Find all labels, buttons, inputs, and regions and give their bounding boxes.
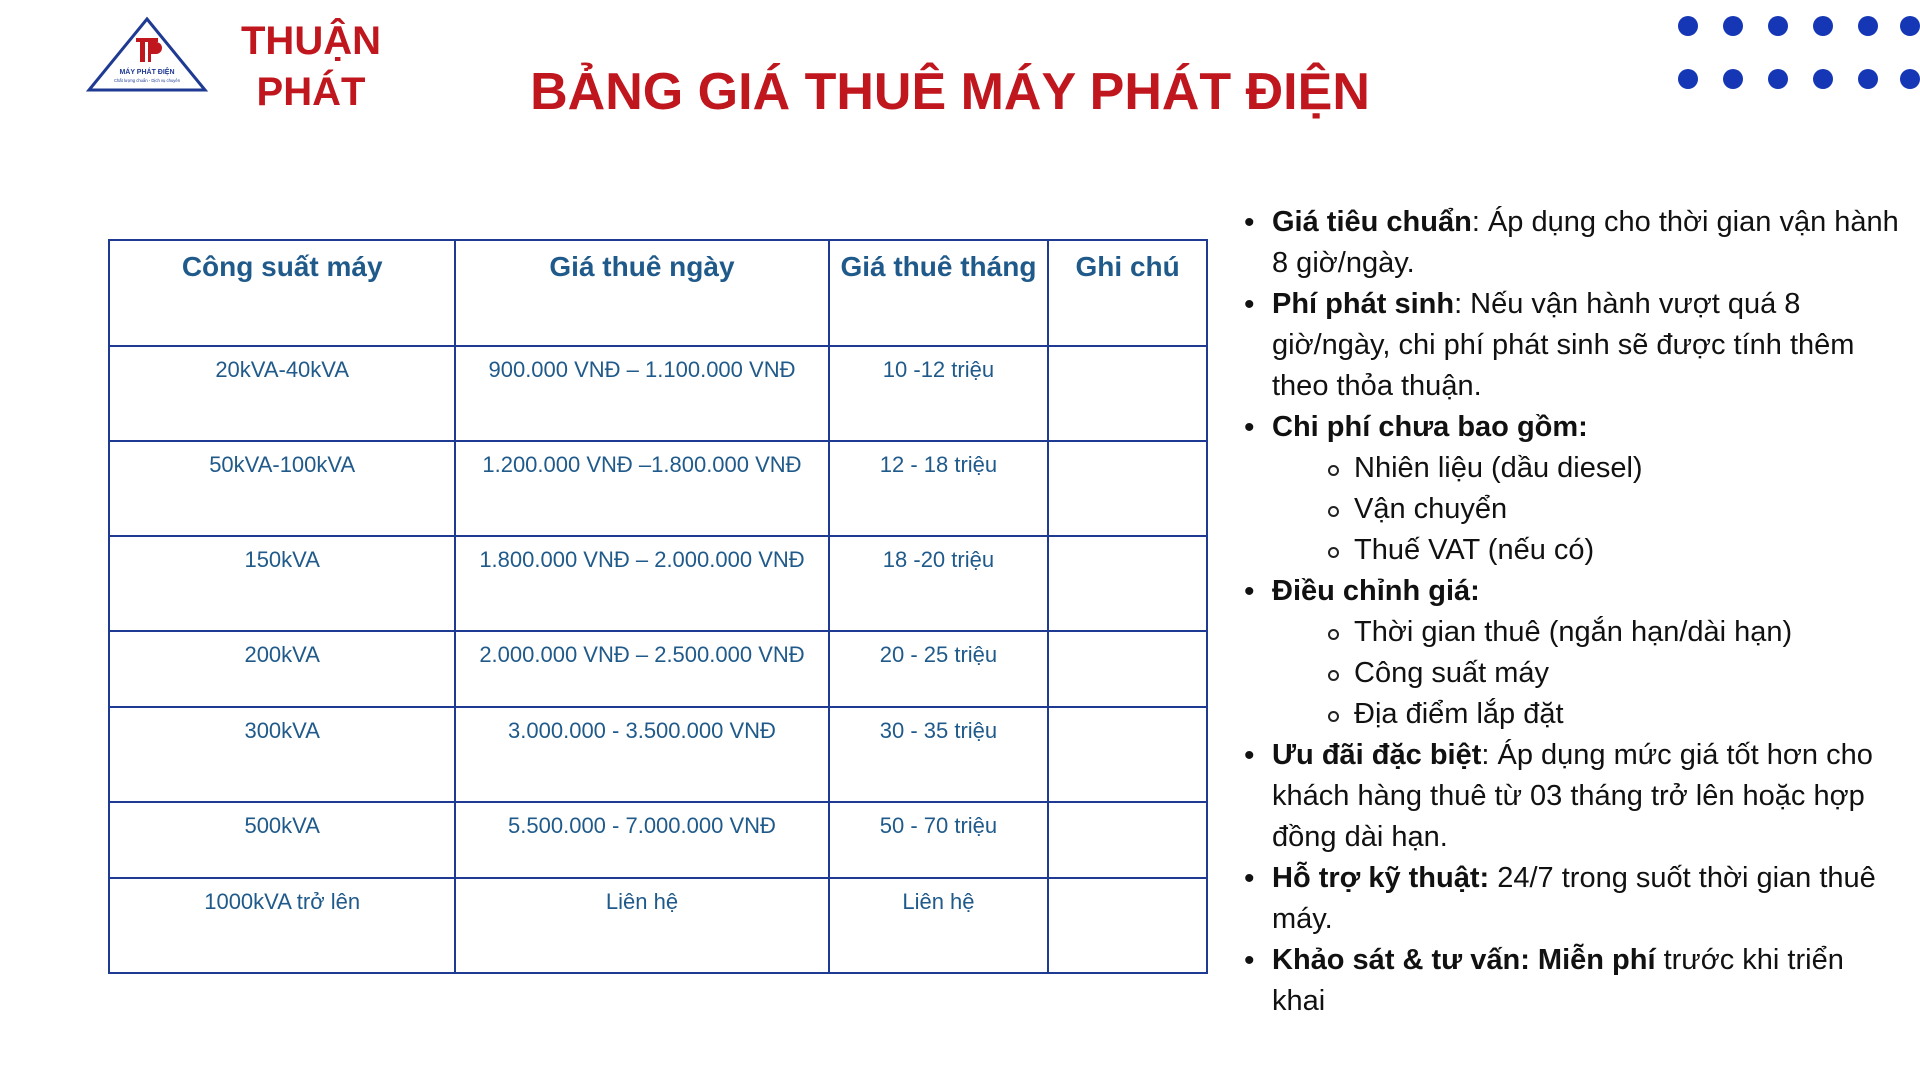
cell-note xyxy=(1048,441,1207,536)
note-label: Phí phát sinh xyxy=(1272,288,1455,320)
note-survey-consulting xyxy=(1240,940,1900,1022)
list-item: Địa điểm lắp đặt xyxy=(1272,694,1900,735)
cell-note xyxy=(1048,631,1207,707)
dot-icon xyxy=(1723,69,1743,89)
cell-note xyxy=(1048,707,1207,802)
note-technical-support xyxy=(1240,858,1900,940)
dot-icon xyxy=(1813,16,1833,36)
header-daily-price: Giá thuê ngày xyxy=(455,240,828,346)
cell-monthly-price: Liên hệ xyxy=(829,878,1049,973)
note-text: : Áp dụng cho thời gian vận hành 8 giờ/ngày. xyxy=(1272,206,1899,279)
notes-panel xyxy=(1240,202,1900,1022)
cell-monthly-price: 30 - 35 triệu xyxy=(829,707,1049,802)
cell-monthly-price: 50 - 70 triệu xyxy=(829,802,1049,878)
cell-daily-price: 900.000 VNĐ – 1.100.000 VNĐ xyxy=(455,346,828,441)
cell-note xyxy=(1048,878,1207,973)
table-row xyxy=(109,346,1207,441)
cell-daily-price: 1.200.000 VNĐ –1.800.000 VNĐ xyxy=(455,441,828,536)
cell-monthly-price: 10 -12 triệu xyxy=(829,346,1049,441)
note-label: Giá tiêu chuẩn xyxy=(1272,206,1472,238)
table-row xyxy=(109,631,1207,707)
dot-icon xyxy=(1723,16,1743,36)
cell-daily-price: 2.000.000 VNĐ – 2.500.000 VNĐ xyxy=(455,631,828,707)
cell-capacity: 150kVA xyxy=(109,536,455,631)
cell-capacity: 1000kVA trở lên xyxy=(109,878,455,973)
cell-capacity: 20kVA-40kVA xyxy=(109,346,455,441)
note-price-adjustment xyxy=(1240,571,1900,735)
cell-monthly-price: 12 - 18 triệu xyxy=(829,441,1049,536)
note-text: trước khi triển khai xyxy=(1272,944,1844,1017)
table-row xyxy=(109,707,1207,802)
cell-note xyxy=(1048,346,1207,441)
cell-note xyxy=(1048,536,1207,631)
cell-daily-price: Liên hệ xyxy=(455,878,828,973)
cell-capacity: 300kVA xyxy=(109,707,455,802)
table-row xyxy=(109,536,1207,631)
table-header-row xyxy=(109,240,1207,346)
header-notes: Ghi chú xyxy=(1048,240,1207,346)
cell-capacity: 500kVA xyxy=(109,802,455,878)
list-item: Vận chuyển xyxy=(1272,489,1900,530)
cell-note xyxy=(1048,802,1207,878)
note-label: Chi phí chưa bao gồm: xyxy=(1272,411,1588,443)
note-label: Ưu đãi đặc biệt xyxy=(1272,739,1482,771)
logo-text: MÁY PHÁT ĐIỆN xyxy=(119,69,175,76)
table-row xyxy=(109,441,1207,536)
cell-capacity: 50kVA-100kVA xyxy=(109,441,455,536)
dot-icon xyxy=(1858,69,1878,89)
cell-daily-price: 3.000.000 - 3.500.000 VNĐ xyxy=(455,707,828,802)
dot-icon xyxy=(1768,69,1788,89)
list-item: Thời gian thuê (ngắn hạn/dài hạn) xyxy=(1272,612,1900,653)
notes-list xyxy=(1240,202,1900,1022)
cell-daily-price: 1.800.000 VNĐ – 2.000.000 VNĐ xyxy=(455,536,828,631)
note-label: Khảo sát & tư vấn: Miễn phí xyxy=(1272,944,1656,976)
table-row xyxy=(109,878,1207,973)
header-capacity: Công suất máy xyxy=(109,240,455,346)
note-text: 24/7 trong suốt thời gian thuê máy. xyxy=(1272,862,1876,935)
price-table xyxy=(108,239,1208,974)
cell-daily-price: 5.500.000 - 7.000.000 VNĐ xyxy=(455,802,828,878)
note-label: Hỗ trợ kỹ thuật: xyxy=(1272,862,1490,894)
list-item: Công suất máy xyxy=(1272,653,1900,694)
cell-monthly-price: 18 -20 triệu xyxy=(829,536,1049,631)
dot-icon xyxy=(1678,69,1698,89)
dot-icon xyxy=(1813,69,1833,89)
dot-icon xyxy=(1858,16,1878,36)
note-extra-fee xyxy=(1240,284,1900,407)
note-standard-price xyxy=(1240,202,1900,284)
page-title: BẢNG GIÁ THUÊ MÁY PHÁT ĐIỆN xyxy=(530,63,1370,121)
excluded-costs-list xyxy=(1272,448,1900,571)
cell-monthly-price: 20 - 25 triệu xyxy=(829,631,1049,707)
note-special-offer xyxy=(1240,735,1900,858)
dot-icon xyxy=(1768,16,1788,36)
note-text: : Áp dụng mức giá tốt hơn cho khách hàng thuê từ 03 tháng trở lên hoặc hợp đồng dài hạn. xyxy=(1272,739,1873,853)
brand-line-1: THUẬN xyxy=(241,19,381,63)
list-item: Nhiên liệu (dầu diesel) xyxy=(1272,448,1900,489)
note-text: : Nếu vận hành vượt quá 8 giờ/ngày, chi phí phát sinh sẽ được tính thêm theo thỏa thuận. xyxy=(1272,288,1855,402)
brand-line-2: PHÁT xyxy=(256,70,366,114)
table-row xyxy=(109,802,1207,878)
logo-tagline: Chất lượng chuẩn - Dịch vụ chuyên xyxy=(113,78,181,83)
dot-icon xyxy=(1678,16,1698,36)
cell-capacity: 200kVA xyxy=(109,631,455,707)
dot-icon xyxy=(1900,69,1920,89)
dot-icon xyxy=(1900,16,1920,36)
header-monthly-price: Giá thuê tháng xyxy=(829,240,1049,346)
list-item: Thuế VAT (nếu có) xyxy=(1272,530,1900,571)
price-adjustment-list xyxy=(1272,612,1900,735)
note-excluded-costs xyxy=(1240,407,1900,571)
note-label: Điều chỉnh giá: xyxy=(1272,575,1480,607)
decorative-dots xyxy=(1672,16,1920,90)
